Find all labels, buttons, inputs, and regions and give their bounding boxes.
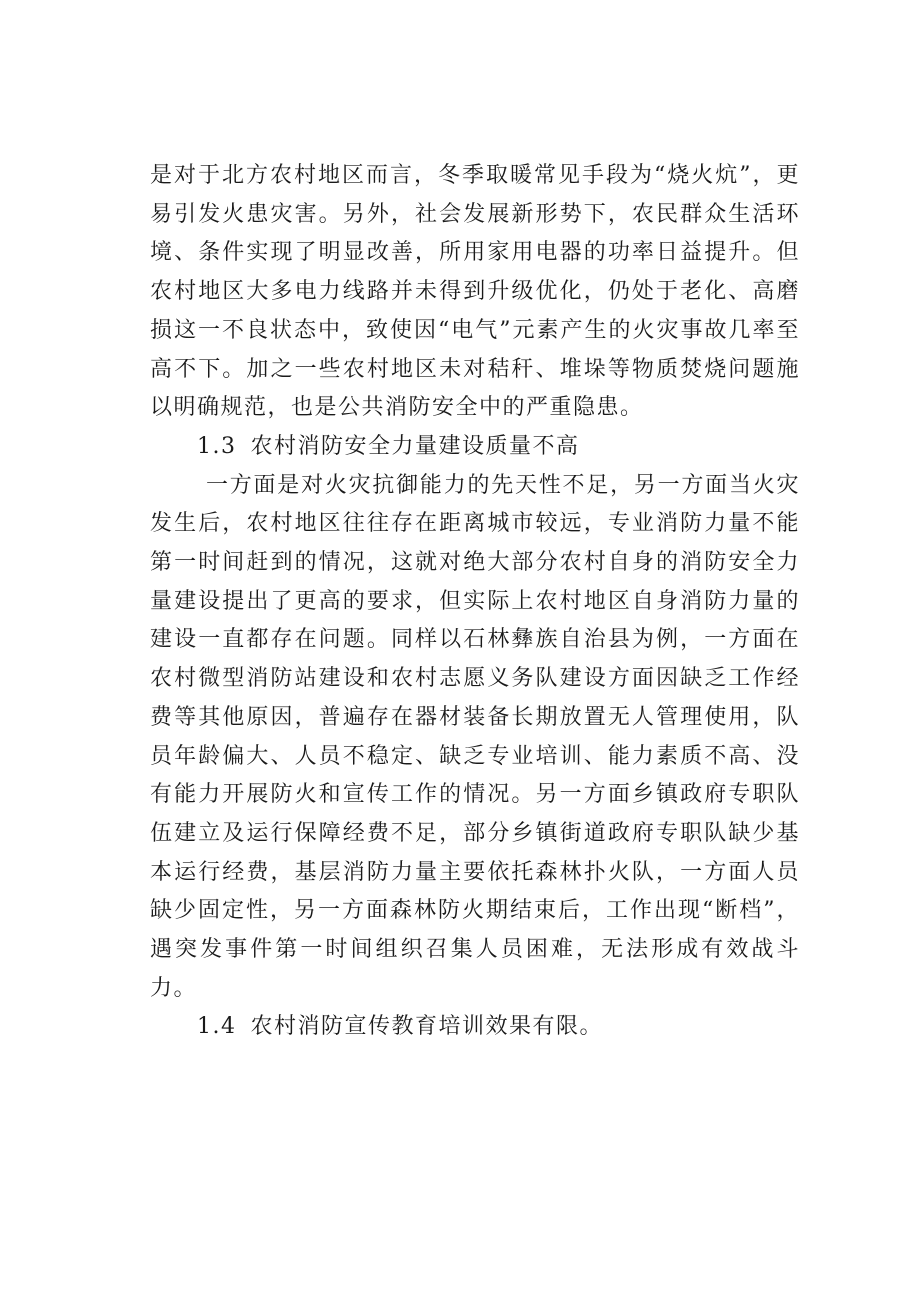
document-body xyxy=(150,157,800,1047)
section-heading-1-3 xyxy=(150,428,800,467)
paragraph-heating-electrical-hazards: 是对于北方农村地区而言，冬季取暖常见手段为“烧火炕”，更易引发火患灾害。另外，社会发展新形势下，农民群众生活环境、条件实现了明显改善，所用家用电器的功率日益提升。但农村地区大多电力线路并未得到升级优化，仍处于老化、高磨损这一不良状态中，致使因“电气”元素产生的火灾事故几率至高不下。加之一些农村地区未对秸秆、堆垛等物质焚烧问题施以明确规范，也是公共消防安全中的严重隐患。 xyxy=(150,163,800,421)
section-number: 1.3 xyxy=(197,433,237,459)
section-heading-1-4 xyxy=(150,1008,800,1047)
section-number: 1.4 xyxy=(197,1014,237,1040)
paragraph-fire-force-construction: 一方面是对火灾抗御能力的先天性不足，另一方面当火灾发生后，农村地区往往存在距离城市较远，专业消防力量不能第一时间赶到的情况，这就对绝大部分农村自身的消防安全力量建设提出了更高的要求，但实际上农村地区自身消防力量的建设一直都存在问题。同样以石林彝族自治县为例，一方面在农村微型消防站建设和农村志愿义务队建设方面因缺乏工作经费等其他原因，普遍存在器材装备长期放置无人管理使用，队员年龄偏大、人员不稳定、缺乏专业培训、能力素质不高、没有能力开展防火和宣传工作的情况。另一方面乡镇政府专职队伍建立及运行保障经费不足，部分乡镇街道政府专职队缺少基本运行经费，基层消防力量主要依托森林扑火队，一方面人员缺少固定性，另一方面森林防火期结束后，工作出现“断档”，遇突发事件第一时间组织召集人员困难，无法形成有效战斗力。 xyxy=(150,472,800,1001)
section-title: 农村消防安全力量建设质量不高 xyxy=(250,433,580,459)
section-title: 农村消防宣传教育培训效果有限。 xyxy=(250,1014,604,1040)
